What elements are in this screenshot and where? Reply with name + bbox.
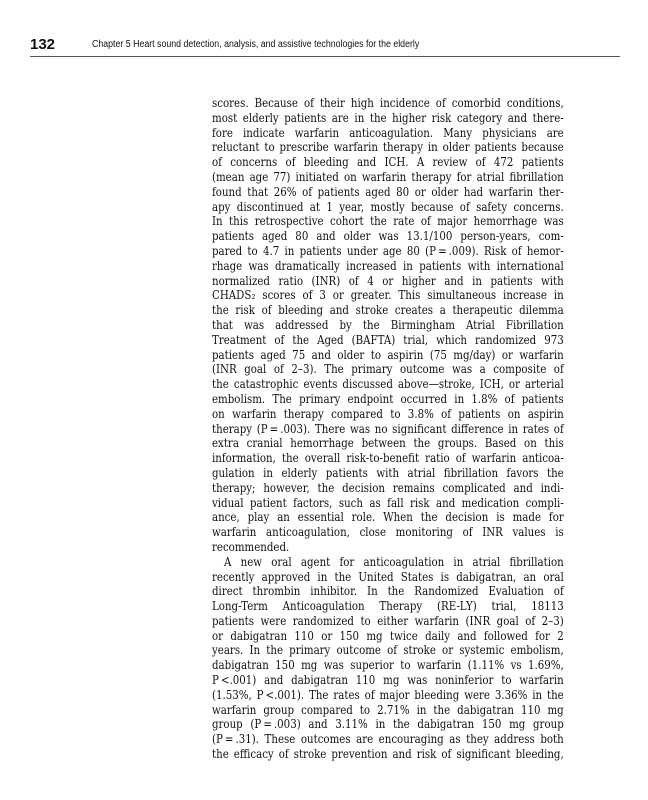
- text-line: gulation in elderly patients with atrial fibrillation favors the: [212, 465, 564, 480]
- text-line: direct thrombin inhibitor. In the Randomized Evaluation of: [212, 584, 564, 599]
- text-line: Treatment of the Aged (BAFTA) trial, which randomized 973: [212, 332, 564, 347]
- text-line: CHADS₂ scores of 3 or greater. This simultaneous increase in: [212, 288, 564, 303]
- text-line: vidual patient factors, such as fall risk and medication compli-: [212, 495, 564, 510]
- text-line: that was addressed by the Birmingham Atrial Fibrillation: [212, 317, 564, 332]
- running-header: [30, 34, 620, 56]
- text-line: P <.001) and dabigatran 110 mg was noninferior to warfarin: [212, 673, 564, 688]
- text-line: (1.53%, P <.001). The rates of major bleeding were 3.36% in the: [212, 687, 564, 702]
- text-line: (P = .31). These outcomes are encouraging as they address both: [212, 732, 564, 747]
- text-line: ance, play an essential role. When the decision is made for: [212, 510, 564, 525]
- text-line: therapy; however, the decision remains complicated and indi-: [212, 480, 564, 495]
- text-line: on warfarin therapy compared to 3.8% of patients on aspirin: [212, 406, 564, 421]
- text-line: dabigatran 150 mg was superior to warfarin (1.11% vs 1.69%,: [212, 658, 564, 673]
- header-rule: [30, 56, 620, 57]
- chapter-title: Chapter 5 Heart sound detection, analysis, and assistive technologies for the elderly: [92, 39, 420, 50]
- text-line: embolism. The primary endpoint occurred in 1.8% of patients: [212, 391, 564, 406]
- text-line: rhage was dramatically increased in patients with international: [212, 258, 564, 273]
- text-line: fore indicate warfarin anticoagulation. Many physicians are: [212, 125, 564, 140]
- text-line: most elderly patients are in the higher risk category and there-: [212, 110, 564, 125]
- text-line: (mean age 77) initiated on warfarin therapy for atrial fibrillation: [212, 169, 564, 184]
- text-line: therapy (P = .003). There was no significant difference in rates of: [212, 421, 564, 436]
- text-line: group (P = .003) and 3.11% in the dabigatran 150 mg group: [212, 717, 564, 732]
- text-line: Long-Term Anticoagulation Therapy (RE-LY) trial, 18113: [212, 599, 564, 614]
- text-line: warfarin anticoagulation, close monitoring of INR values is: [212, 525, 564, 540]
- text-line: years. In the primary outcome of stroke or systemic embolism,: [212, 643, 564, 658]
- page-number: 132: [30, 36, 56, 53]
- text-line: recently approved in the United States is dabigatran, an oral: [212, 569, 564, 584]
- text-line: patients were randomized to either warfarin (INR goal of 2–3): [212, 613, 564, 628]
- text-line: In this retrospective cohort the rate of major hemorrhage was: [212, 214, 564, 229]
- text-line: patients aged 75 and older to aspirin (75 mg/day) or warfarin: [212, 347, 564, 362]
- text-line: scores. Because of their high incidence of comorbid conditions,: [212, 96, 564, 110]
- text-line: A new oral agent for anticoagulation in atrial fibrillation: [224, 554, 564, 569]
- text-line: information, the overall risk-to-benefit ratio of warfarin anticoa-: [212, 451, 564, 466]
- text-line: reluctant to prescribe warfarin therapy in older patients because: [212, 140, 564, 155]
- text-line: extra cranial hemorrhage between the groups. Based on this: [212, 436, 564, 451]
- text-line: warfarin group compared to 2.71% in the dabigatran 110 mg: [212, 702, 564, 717]
- text-line: patients aged 80 and older was 13.1/100 person-years, com-: [212, 229, 564, 244]
- text-line: the efficacy of stroke prevention and risk of significant bleeding,: [212, 747, 564, 762]
- text-line: or dabigatran 110 or 150 mg twice daily and followed for 2: [212, 628, 564, 643]
- text-line: of concerns of bleeding and ICH. A review of 472 patients: [212, 155, 564, 170]
- text-line: apy discontinued at 1 year, mostly because of safety concerns.: [212, 199, 564, 214]
- text-line: the risk of bleeding and stroke creates a therapeutic dilemma: [212, 303, 564, 318]
- text-line: found that 26% of patients aged 80 or older had warfarin ther-: [212, 184, 564, 199]
- body-text: [212, 96, 564, 762]
- paragraph: [212, 96, 564, 555]
- text-line: pared to 4.7 in patients under age 80 (P = .009). Risk of hemor-: [212, 243, 564, 258]
- text-line: recommended.: [212, 539, 290, 554]
- text-line: (INR goal of 2–3). The primary outcome was a composite of: [212, 362, 564, 377]
- paragraph: [212, 555, 564, 762]
- text-line: normalized ratio (INR) of 4 or higher and in patients with: [212, 273, 564, 288]
- text-line: the catastrophic events discussed above—stroke, ICH, or arterial: [212, 377, 564, 392]
